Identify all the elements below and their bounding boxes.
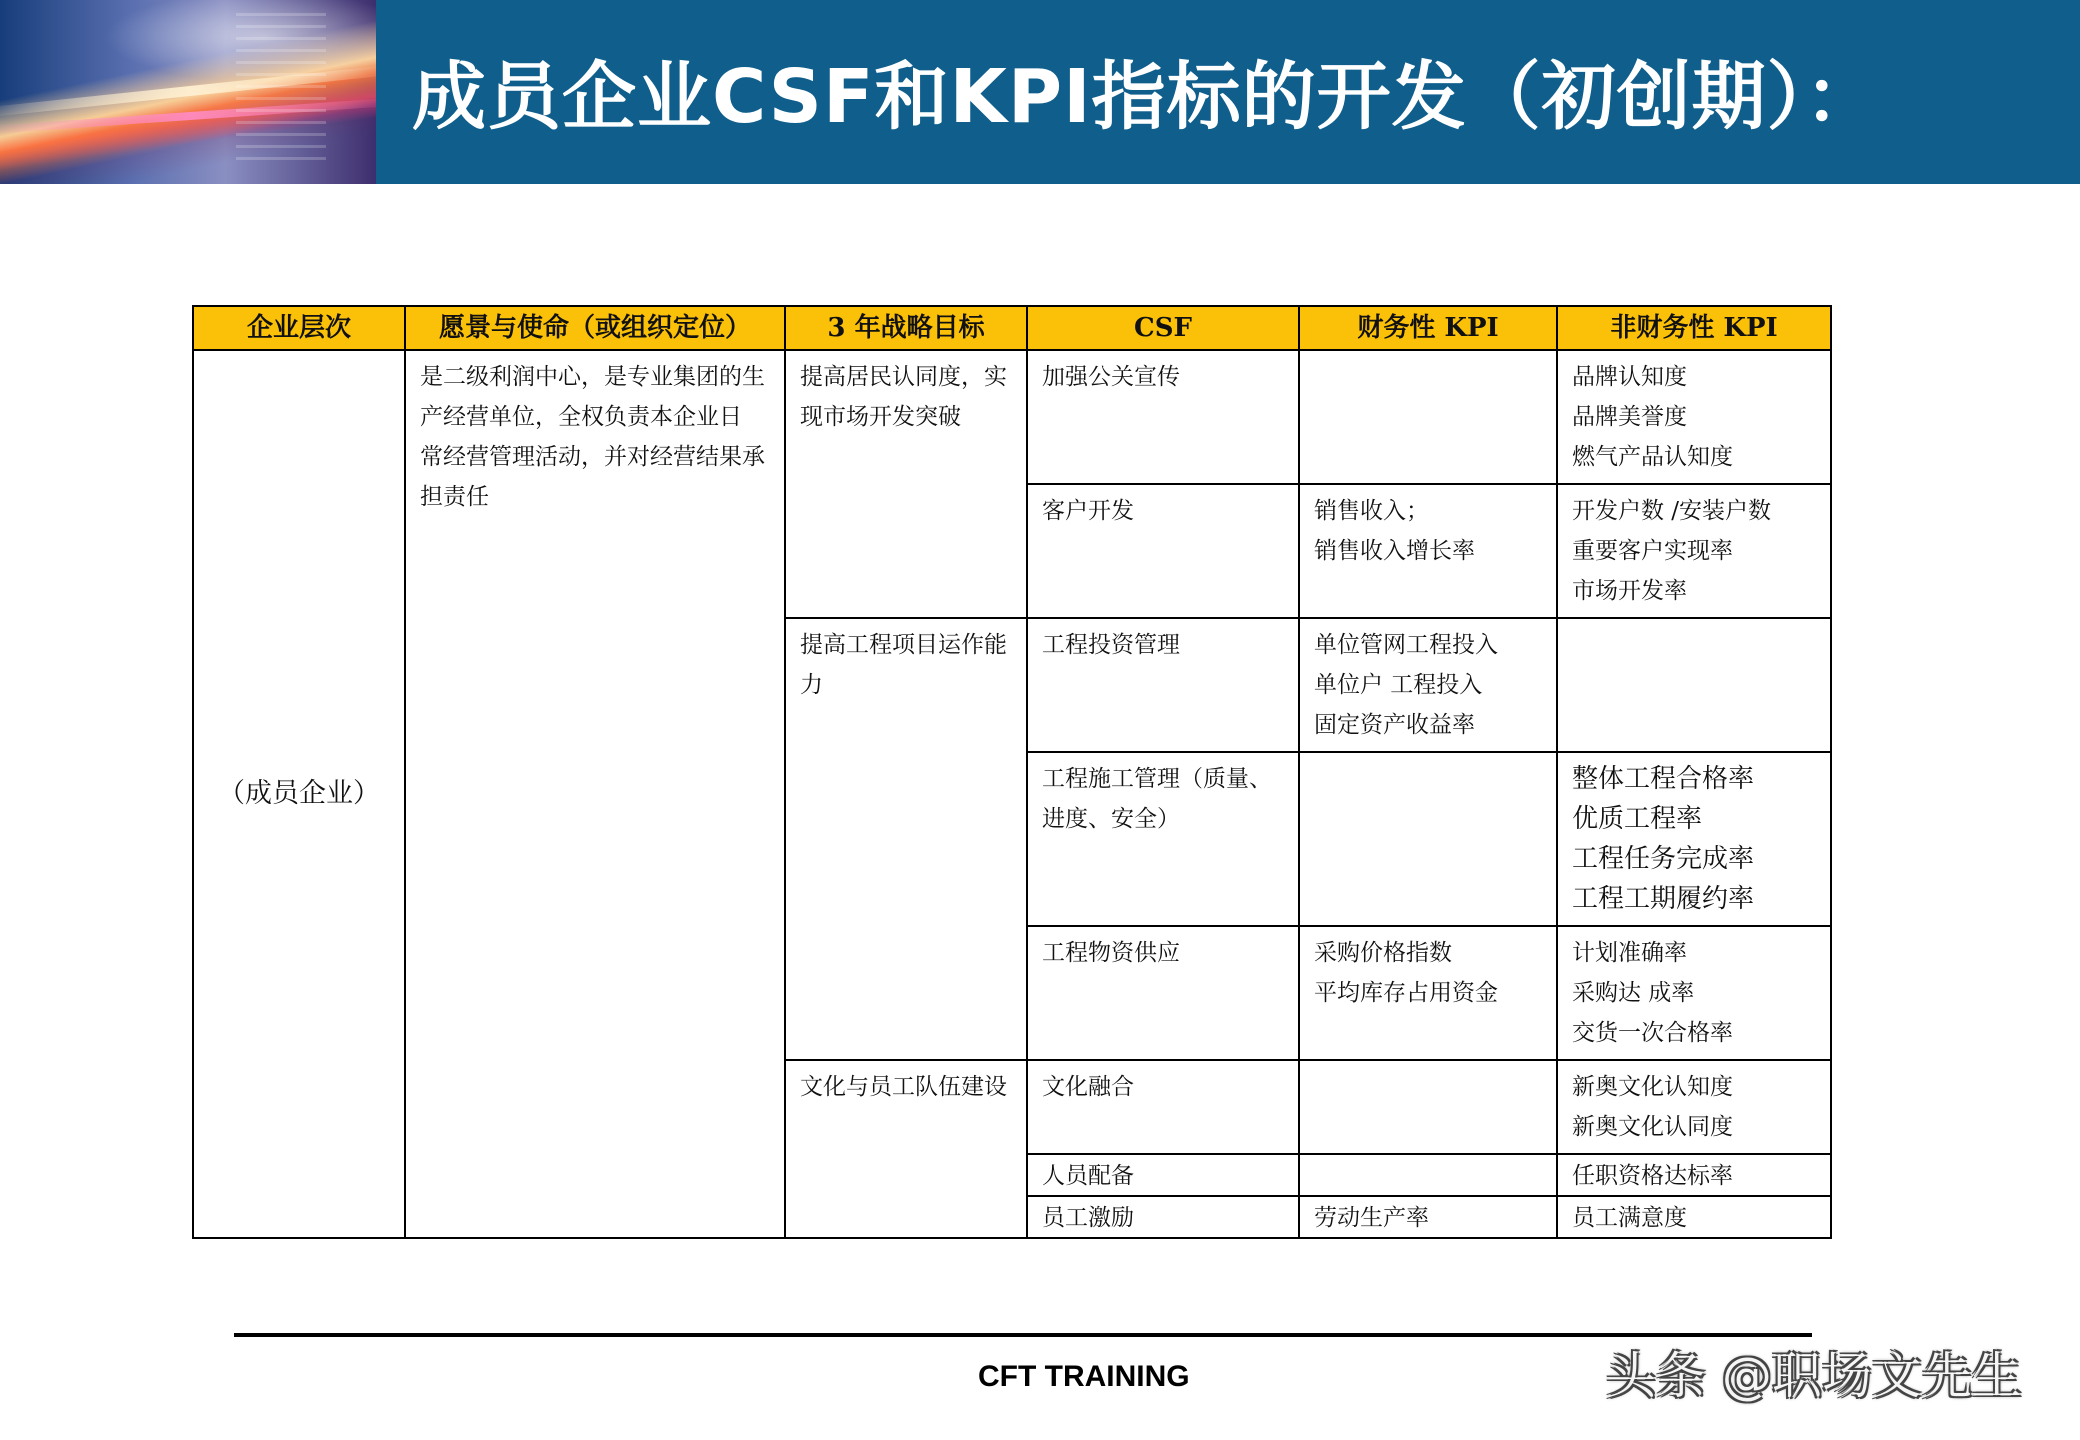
csf-cell: 工程施工管理（质量、进度、安全）	[1027, 752, 1299, 926]
header-csf: CSF	[1027, 306, 1299, 350]
financial-kpi-cell: 劳动生产率	[1299, 1196, 1557, 1238]
financial-kpi-cell: 单位管网工程投入 单位户 工程投入 固定资产收益率	[1299, 618, 1557, 752]
header-goals: 3 年战略目标	[785, 306, 1027, 350]
enterprise-level-cell: （成员企业）	[193, 350, 405, 1238]
goal-cell: 提高工程项目运作能力	[785, 618, 1027, 1060]
header-bar	[0, 0, 2080, 184]
nonfinancial-kpi-cell: 员工满意度	[1557, 1196, 1831, 1238]
header-financial-kpi: 财务性 KPI	[1299, 306, 1557, 350]
financial-kpi-cell: 采购价格指数 平均库存占用资金	[1299, 926, 1557, 1060]
financial-kpi-cell	[1299, 752, 1557, 926]
watermark: 头条 @职场文先生	[1606, 1347, 2022, 1405]
csf-cell: 工程物资供应	[1027, 926, 1299, 1060]
table-row	[193, 350, 1831, 484]
financial-kpi-cell	[1299, 1060, 1557, 1154]
goal-cell: 提高居民认同度，实现市场开发突破	[785, 350, 1027, 618]
footer-divider	[234, 1333, 1812, 1337]
financial-kpi-cell	[1299, 350, 1557, 484]
header-level: 企业层次	[193, 306, 405, 350]
footer-label: CFT TRAINING	[978, 1360, 1190, 1393]
header-photo	[0, 0, 376, 184]
page-title: 成员企业CSF和KPI指标的开发（初创期）：	[412, 54, 1880, 140]
financial-kpi-cell	[1299, 1154, 1557, 1196]
csf-cell: 文化融合	[1027, 1060, 1299, 1154]
nonfinancial-kpi-cell: 任职资格达标率	[1557, 1154, 1831, 1196]
csf-cell: 工程投资管理	[1027, 618, 1299, 752]
vision-cell: 是二级利润中心，是专业集团的生产经营单位，全权负责本企业日 常经营管理活动，并对经营结果承担责任	[405, 350, 785, 1238]
goal-cell: 文化与员工队伍建设	[785, 1060, 1027, 1238]
financial-kpi-cell: 销售收入； 销售收入增长率	[1299, 484, 1557, 618]
csf-cell: 加强公关宣传	[1027, 350, 1299, 484]
header-nonfinancial-kpi: 非财务性 KPI	[1557, 306, 1831, 350]
csf-cell: 客户开发	[1027, 484, 1299, 618]
csf-cell: 员工激励	[1027, 1196, 1299, 1238]
kpi-table	[192, 305, 1832, 1239]
table-header-row	[193, 306, 1831, 350]
nonfinancial-kpi-cell: 品牌认知度 品牌美誉度 燃气产品认知度	[1557, 350, 1831, 484]
header-vision: 愿景与使命（或组织定位）	[405, 306, 785, 350]
nonfinancial-kpi-cell: 新奥文化认知度 新奥文化认同度	[1557, 1060, 1831, 1154]
nonfinancial-kpi-cell: 计划准确率 采购达 成率 交货一次合格率	[1557, 926, 1831, 1060]
csf-cell: 人员配备	[1027, 1154, 1299, 1196]
nonfinancial-kpi-cell: 整体工程合格率 优质工程率 工程任务完成率 工程工期履约率	[1557, 752, 1831, 926]
nonfinancial-kpi-cell: 开发户数 /安装户数 重要客户实现率 市场开发率	[1557, 484, 1831, 618]
nonfinancial-kpi-cell	[1557, 618, 1831, 752]
building-silhouette	[236, 10, 326, 160]
